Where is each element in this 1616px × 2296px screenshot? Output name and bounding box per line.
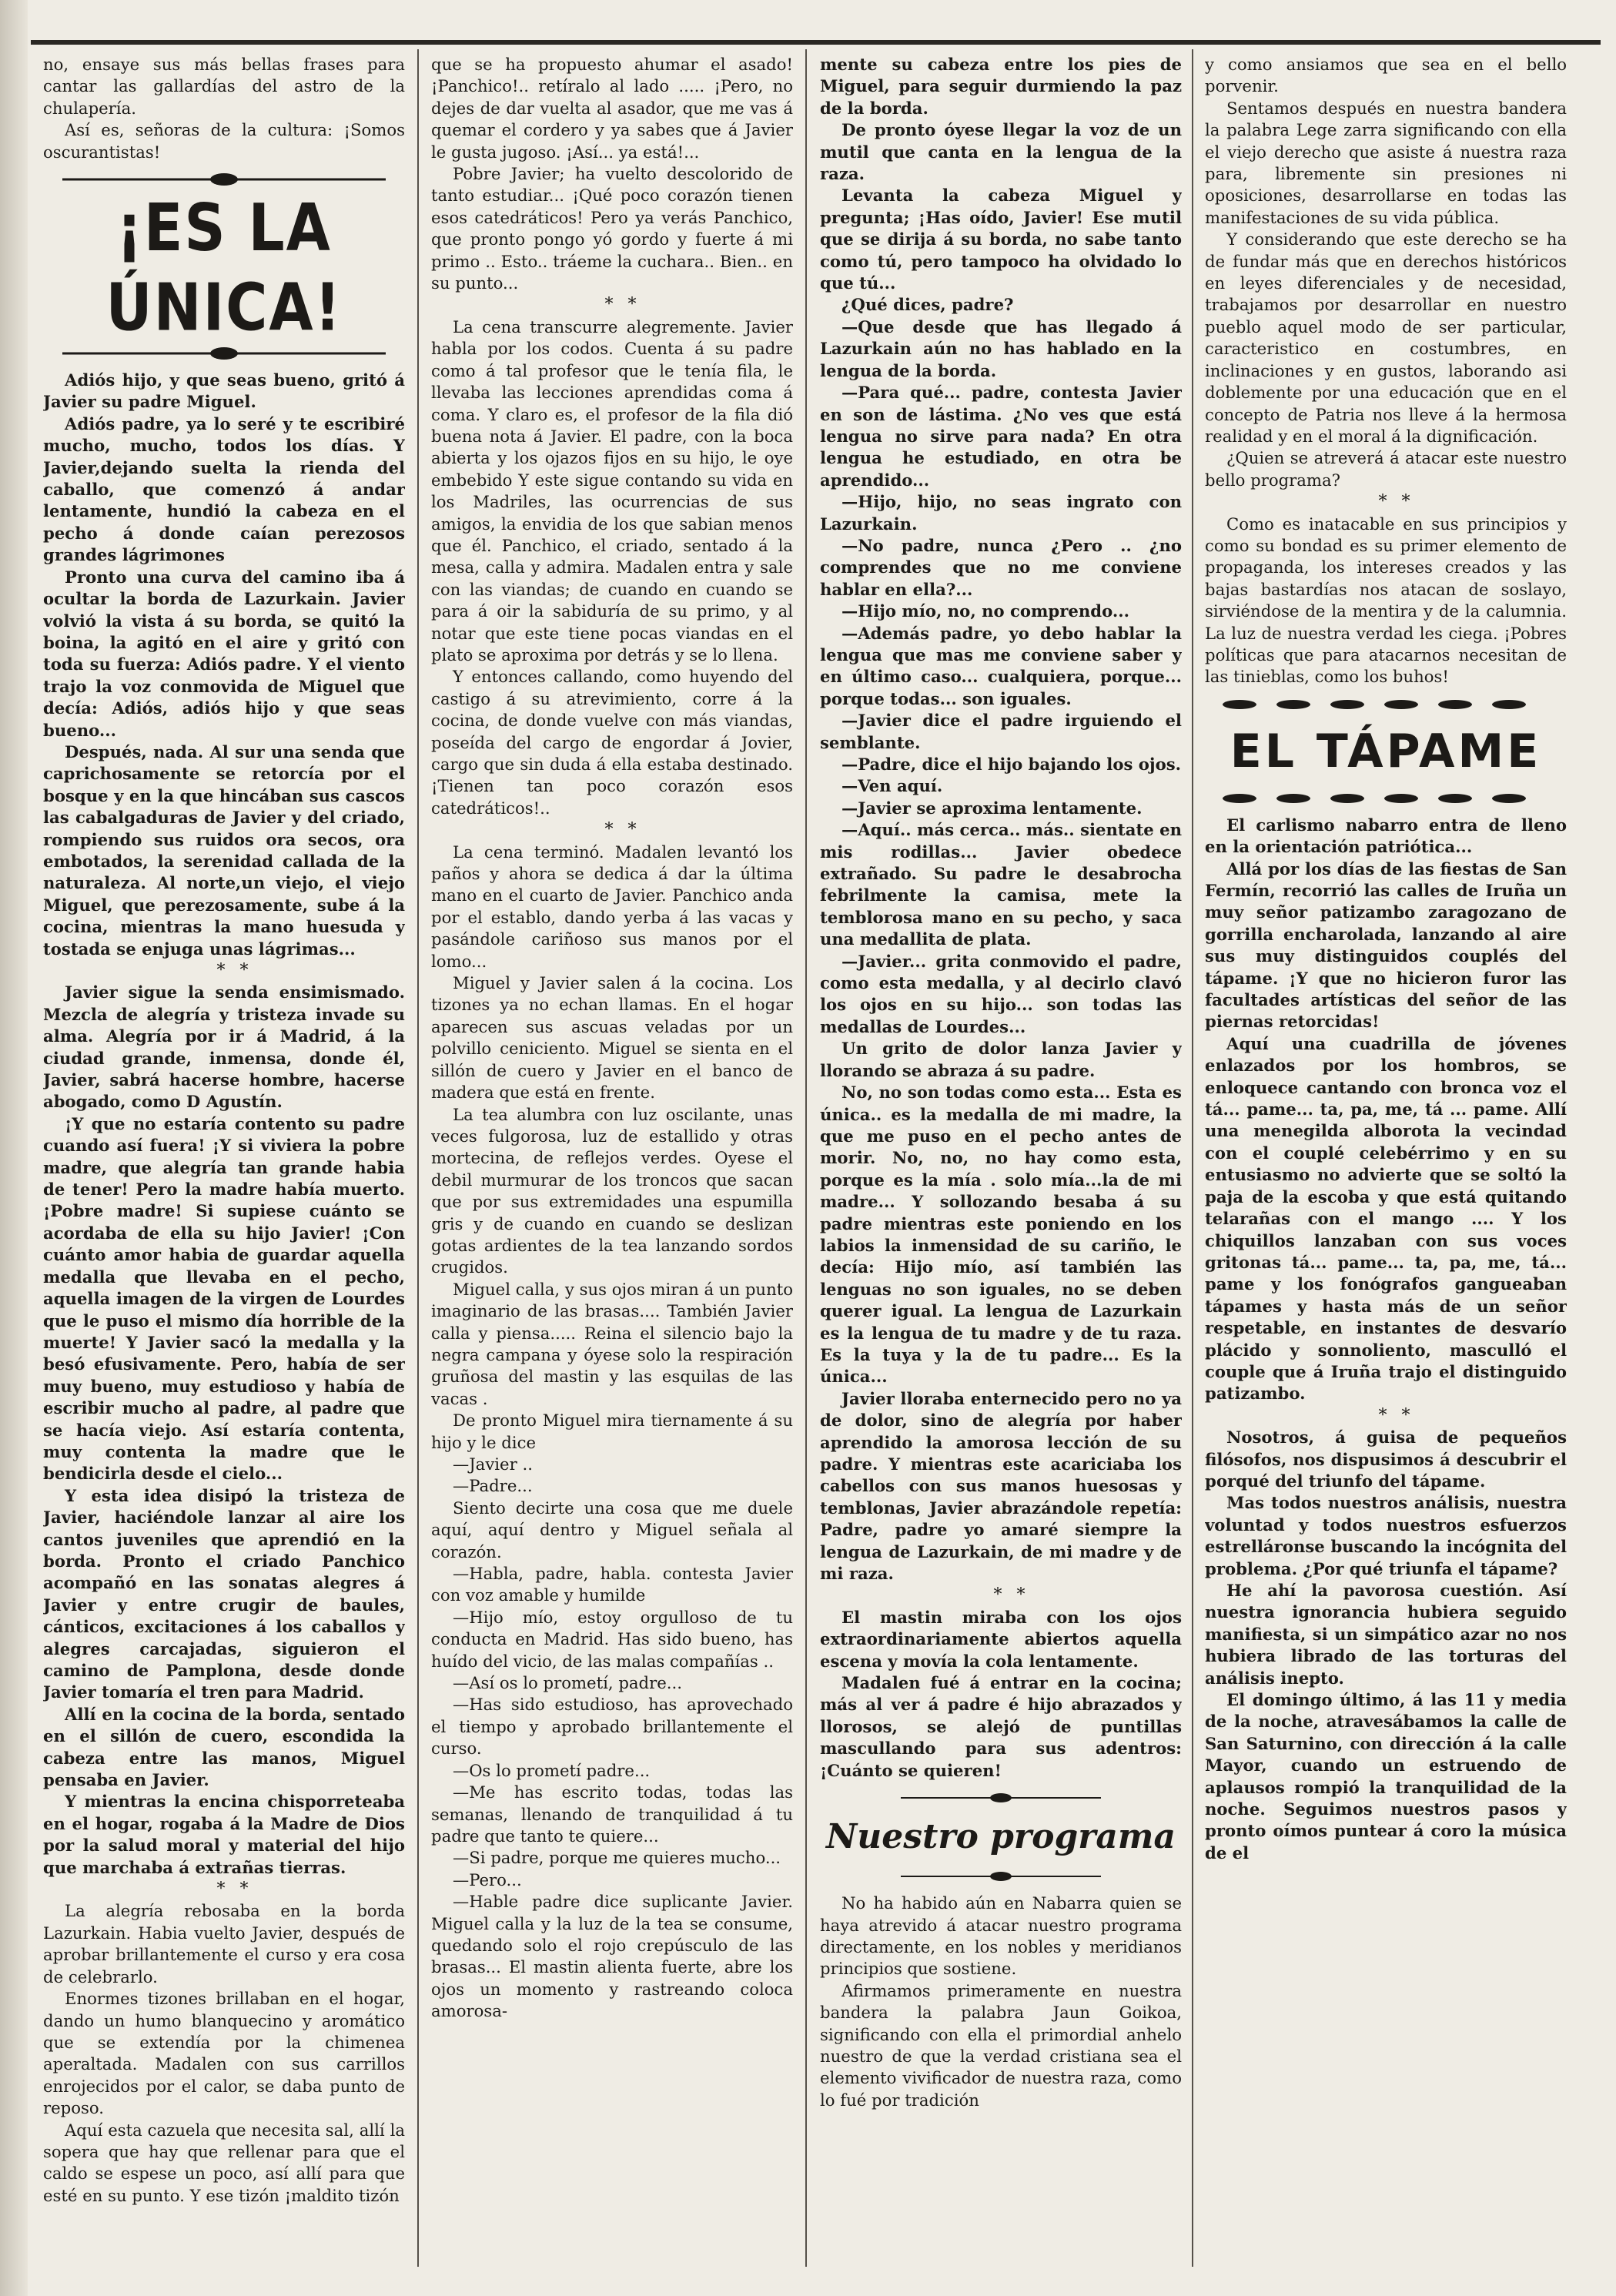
- paragraph: La cena transcurre alegremente. Javier habla por los codos. Cuenta á su padre como á tal profesor que le tenía fila, le llevaba las lecciones aprendidas coma á coma. Y claro es, el profesor de la fila dió buena nota á Javier. El padre, con la boca abierta y los ojazos fijos en su hijo, le oye embebido Y este sigue contando su vida en los Madriles, las ocurrencias de sus amigos, la envidia de los que sabian menos que él. Panchico, el criado, sentado á la mesa, calla y admira. Madalen entra y sale con las viandas; de cuando en cuando se para á oir la sabiduría de su primo, y al notar que este tiene pocas viandas en el plato se aproxima por detrás y se lo llena.: [431, 316, 793, 664]
- paragraph: Como es inatacable en sus principios y como su bondad es su primer elemento de propaganda, los intereses creados y las bajas bastardías nos atacan de soslayo, sirviéndose de la mentira y de la calumnia. La luz de nuestra verdad les ciega. ¡Pobres políticas que para atacarnos necesitan de las tinieblas, como los buhos!: [1205, 514, 1567, 687]
- paragraph: ¡Y que no estaría contento su padre cuando así fuera! ¡Y si viviera la pobre madre, que alegría tan grande habia de tener! Pero la madre había muerto. ¡Pobre madre! Si supiese cuánto se acordaba de ella su hijo Javier! ¡Con cuánto amor habia de guardar aquella medalla que llevaba en el pecho, aquella imagen de la virgen de Lourdes que le puso el mismo día horrible de la muerte! Y Javier sacó la medalla y la besó efusivamente. Pero, había de ser muy bueno, muy estudioso y había de escribir mucho al padre, al padre que se hacía viejo. Así estaría contenta, muy contenta la madre que le bendicirla desde el cielo...: [43, 1113, 405, 1484]
- paragraph: —Javier... grita conmovido el padre, como esta medalla, y al decirlo clavó los ojos en su hijo... son todas las medallas de Lourdes...: [820, 951, 1182, 1036]
- paragraph: —Hable padre dice suplicante Javier. Miguel calla y la luz de la tea se consume, quedando solo el rojo crepúsculo de las brasas... El mastin alienta fuerte, abre los ojos un momento y rastreando coloca amorosa-: [431, 1892, 793, 2021]
- paragraph: De pronto Miguel mira tiernamente á su hijo y le dice: [431, 1411, 793, 1452]
- paragraph: —Me has escrito todas, todas las semanas, llenando de tranquilidad á tu padre que tanto te quiere...: [431, 1782, 793, 1846]
- paragraph: De pronto óyese llegar la voz de un mutil que canta en la lengua de la raza.: [820, 120, 1182, 184]
- paragraph: Madalen fué á entrar en la cocina; más al ver á padre é hijo abrazados y llorosos, se alejó de puntillas mascullando para sus adentros: ¡Cuánto se quieren!: [820, 1673, 1182, 1780]
- column-divider: [805, 49, 807, 2267]
- paragraph: Adiós hijo, y que seas bueno, gritó á Javier su padre Miguel.: [43, 370, 405, 412]
- paragraph: Levanta la cabeza Miguel y pregunta; ¡Has oído, Javier! Ese mutil que se dirija á su borda, no sabe tanto como tú, pero tampoco ha olvidado lo que tú...: [820, 186, 1182, 293]
- column-2: [431, 54, 793, 2279]
- paragraph: —Javier ..: [453, 1454, 533, 1474]
- paragraph: No, no son todas como esta... Esta es única.. es la medalla de mi madre, la que me puso en el pecho antes de morir. No, no, no hay como esta, porque es la mía . solo mía...la de mi madre... Y sollozando besaba á su padre mientras este poniendo en los labios la inmensidad de su cariño, le decía: Hijo mío, así también las lenguas no son iguales, no se deben querer igual. La lengua de Lazurkain es la lengua de tu madre y de tu raza. Es la tuya y la de tu padre... Es la única...: [820, 1083, 1182, 1387]
- column-3: [820, 54, 1182, 2279]
- paragraph: —Aquí.. más cerca.. más.. sientate en mis rodillas... Javier obedece extrañado. Su padre le desabrocha febrilmente la camisa, mete la temblorosa mano en su pecho, y saca una medallita de plata.: [820, 820, 1182, 949]
- paragraph: ¿Quien se atreverá á atacar este nuestro bello programa?: [1205, 448, 1567, 490]
- column-4: [1205, 54, 1567, 2279]
- paragraph: Allí en la cocina de la borda, sentado en el sillón de cuero, escondida la cabeza entre las manos, Miguel pensaba en Javier.: [43, 1704, 405, 1790]
- paragraph: —Así os lo prometí, padre...: [453, 1673, 682, 1693]
- ornament-divider: [43, 171, 405, 188]
- section-stars: * *: [216, 1879, 253, 1899]
- paragraph: Aquí esta cazuela que necesita sal, allí la sopera que hay que rellenar para que el caldo se espese un poco, así allí para que esté en su punto. Y ese tizón ¡maldito tizón: [43, 2120, 405, 2205]
- paragraph: —Pero...: [453, 1869, 522, 1889]
- paragraph: Después, nada. Al sur una senda que caprichosamente se retorcía por el bosque y en la que hincában sus cascos las cabalgaduras de Javier y del criado, rompiendo sus ruidos ora secos, ora embotados, la serenidad callada de la naturaleza. Al norte,un viejo, el viejo Miguel, que perezosamente, sube á la cocina, mientras la mano huesuda y tostada se enjuga unas lágrimas...: [43, 741, 405, 959]
- ornament-divider: [43, 345, 405, 362]
- paragraph: —Hijo mío, no, no comprendo...: [841, 601, 1129, 621]
- column-divider: [1192, 49, 1193, 2267]
- paragraph: Pronto una curva del camino iba á ocultar la borda de Lazurkain. Javier volvió la vista á su borda, se quitó la boina, la agitó en el aire y gritó con toda su fuerza: Adiós padre. Y el viento trajo la voz conmovida de Miguel que decía: Adiós, adiós hijo y que seas bueno...: [43, 567, 405, 740]
- paragraph: No ha habido aún en Nabarra quien se haya atrevido á atacar nuestro programa directamente, en los nobles y meridianos principios que sostiene.: [820, 1893, 1182, 1979]
- paragraph: Adiós padre, ya lo seré y te escribiré mucho, mucho, todos los días. Y Javier,dejando suelta la rienda del caballo, que comenzó á andar lentamente, hundió la cabeza en el pecho á donde caían perezosos grandes lágrimones: [43, 413, 405, 565]
- top-rule: [31, 40, 1601, 45]
- paragraph: —Javier dice el padre irguiendo el semblante.: [820, 711, 1182, 752]
- paragraph: Enormes tizones brillaban en el hogar, dando un humo blanquecino y aromático que se extendía por la chimenea aperaltada. Madalen con sus carrillos enrojecidos por el calor, se daba punto de reposo.: [43, 1989, 405, 2118]
- paragraph: Javier lloraba enternecido pero no ya de dolor, sino de alegría por haber aprendido la amorosa lección de su padre. Y mientras este acariciaba los cabellos con sus manos huesosas y temblonas, Javier abrazándole repetía: Padre, padre yo amaré siempre la lengua de Lazurkain, de mi madre y de mi raza.: [820, 1388, 1182, 1584]
- column-1: [43, 54, 405, 2279]
- paragraph: Allá por los días de las fiestas de San Fermín, recorrió las calles de Iruña un muy señor patizambo zaragozano de gorrilla encharolada, lanzando al aire sus muy distinguidos couplés del tápame. ¡Y que no hicieron furor las facultades artísticas del señor de las piernas retorcidas!: [1205, 858, 1567, 1032]
- paragraph: —No padre, nunca ¿Pero .. ¿no comprendes que no me conviene hablar en ella?...: [820, 535, 1182, 599]
- paragraph: La alegría rebosaba en la borda Lazurkain. Habia vuelto Javier, después de aprobar brillantemente el curso y era cosa de celebrarlo.: [43, 1901, 405, 1986]
- paragraph: —Has sido estudioso, has aprovechado el tiempo y aprobado brillantemente el curso.: [431, 1695, 793, 1759]
- paragraph: —Habla, padre, habla. contesta Javier con voz amable y humilde: [431, 1564, 793, 1605]
- paragraph: Un grito de dolor lanza Javier y llorando se abraza á su padre.: [820, 1039, 1182, 1080]
- paragraph: y como ansiamos que sea en el bello porvenir.: [1205, 55, 1567, 96]
- paragraph: Y considerando que este derecho se ha de fundar más que en derechos históricos en leyes diferenciales y de necesidad, trabajamos por desarrollar en nuestro pueblo aquel modo de ser particular, caracteristico en costumbres, en inclinaciones y en gustos, laborando asi doblemente por una educación que en el concepto de Patria nos lleve á la hermosa realidad y en el moral á la dignificación.: [1205, 229, 1567, 446]
- ornament-divider: [820, 1868, 1182, 1885]
- paragraph: —Para qué... padre, contesta Javier en son de lástima. ¿No ves que está lengua no sirve para nada? En otra lengua he estudiado, en otra be aprendido...: [820, 383, 1182, 490]
- section-stars: * *: [1378, 492, 1415, 512]
- section-stars: * *: [604, 820, 641, 840]
- paragraph: Javier sigue la senda ensimismado. Mezcla de alegría y tristeza invade su alma. Alegría por ir á Madrid, á la ciudad grande, inmensa, donde él, Javier, sabrá hacerse hombre, hacerse abogado, como D Agustín.: [43, 982, 405, 1112]
- paragraph: La tea alumbra con luz oscilante, unas veces fulgorosa, luz de estallido y otras mortecina, de reflejos verdes. Oyese el debil murmurar de los troncos que sacan que por sus extremidades una espumilla gris y de cuando en cuando se deslizan gotas ardientes de la tea lanzando sordos crugidos.: [431, 1104, 793, 1277]
- paragraph: El carlismo nabarro entra de lleno en la orientación patriótica...: [1205, 815, 1567, 857]
- paragraph: que se ha propuesto ahumar el asado! ¡Panchico!.. retíralo al lado ..... ¡Pero, no dejes de dar vuelta al asador, que me vas á quemar el cordero y ya sabes que á Javier le gusta jugoso. ¡Así... ya está!...: [431, 55, 793, 162]
- ornament-divider: [1205, 696, 1567, 713]
- paragraph: El mastin miraba con los ojos extraordinariamente abiertos aquella escena y movía la cola lentamente.: [820, 1607, 1182, 1671]
- paragraph: —Además padre, yo debo hablar la lengua que mas me conviene saber y en último caso... cualquiera, porque... porque todas... son iguales.: [820, 623, 1182, 708]
- page-gutter: [0, 0, 28, 2296]
- paragraph: Sentamos después en nuestra bandera la palabra Lege zarra significando con ella el viejo derecho que asiste á nuestra raza para, libremente sin presiones ni oposiciones, desarrollarse en todas las manifestaciones de su vida pública.: [1205, 98, 1567, 227]
- paragraph: Siento decirte una cosa que me duele aquí, aquí dentro y Miguel señala al corazón.: [431, 1498, 793, 1561]
- column-divider: [417, 49, 419, 2267]
- paragraph: Así es, señoras de la cultura: ¡Somos oscurantistas!: [43, 120, 405, 162]
- headline-el-tapame: EL TÁPAME: [1230, 724, 1542, 778]
- paragraph: La cena terminó. Madalen levantó los paños y ahora se dedica á dar la última mano en el cuarto de Javier. Panchico anda por el establo, dando yerba á las vacas y pasándole cariñoso sus manos por el lomo...: [431, 842, 793, 971]
- paragraph: —Hijo, hijo, no seas ingrato con Lazurkain.: [820, 492, 1182, 534]
- paragraph: Y entonces callando, como huyendo del castigo á su atrevimiento, corre á la cocina, de donde vuelve con más viandas, poseída del cargo de engordar á Jovier, cargo que sin duda á ella estaba destinado. ¡Tienen tan poco corazón esos catedráticos!..: [431, 667, 793, 818]
- section-stars: * *: [1378, 1405, 1415, 1425]
- paragraph: —Que desde que has llegado á Lazurkain aún no has hablado en la lengua de la borda.: [820, 316, 1182, 380]
- paragraph: Afirmamos primeramente en nuestra bandera la palabra Jaun Goikoa, significando con ella el primordial anhelo nuestro de que la verdad cristiana sea el elemento vivificador de nuestra raza, como lo fué por tradición: [820, 1980, 1182, 2110]
- paragraph: —Hijo mío, estoy orgulloso de tu conducta en Madrid. Has sido bueno, has huído del vicio, de las malas compañías ..: [431, 1607, 793, 1671]
- paragraph: —Javier se aproxima lentamente.: [841, 798, 1143, 818]
- paragraph: —Si padre, porque me quieres mucho...: [453, 1848, 781, 1868]
- paragraph: Nosotros, á guisa de pequeños filósofos, nos dispusimos á descubrir el porqué del triunfo del tápame.: [1205, 1427, 1567, 1491]
- paragraph: Y mientras la encina chisporreteaba en el hogar, rogaba á la Madre de Dios por la salud moral y material del hijo que marchaba á extrañas tierras.: [43, 1792, 405, 1877]
- paragraph: El domingo último, á las 11 y media de la noche, atravesábamos la calle de San Saturnino, con dirección á la calle Mayor, cuando un estruendo de aplausos rompió la tranquilidad de la noche. Seguimos nuestros pasos y pronto oímos puntear á coro la música de el: [1205, 1690, 1567, 1863]
- paragraph: —Padre...: [453, 1476, 533, 1496]
- ornament-divider: [820, 1789, 1182, 1806]
- section-stars: * *: [216, 961, 253, 980]
- paragraph: Pobre Javier; ha vuelto descolorido de tanto estudiar... ¡Qué poco corazón tienen esos catedráticos! Pero ya verás Panchico, que pronto pongo yó gordo y fuerte á mi primo .. Esto.. tráeme la cuchara.. Bien.. en su punto...: [431, 164, 793, 293]
- paragraph: Mas todos nuestros análisis, nuestra voluntad y todos nuestros esfuerzos estrelláronse buscando la incógnita del problema. ¿Por qué triunfa el tápame?: [1205, 1493, 1567, 1578]
- paragraph: ¿Qué dices, padre?: [841, 295, 1014, 315]
- paragraph: —Os lo prometí padre...: [453, 1760, 651, 1780]
- section-stars: * *: [604, 295, 641, 315]
- paragraph: mente su cabeza entre los pies de Miguel, para seguir durmiendo la paz de la borda.: [820, 55, 1182, 118]
- section-title-nuestro-programa: Nuestro programa: [826, 1817, 1176, 1857]
- paragraph: He ahí la pavorosa cuestión. Así nuestra ignorancia hubiera seguido manifiesta, si un simpático azar no nos hubiera librado de las torturas del análisis inepto.: [1205, 1581, 1567, 1688]
- ornament-divider: [1205, 790, 1567, 807]
- headline-es-la-unica: ¡ES LA ÚNICA!: [105, 189, 343, 346]
- paragraph: Y esta idea disipó la tristeza de Javier, haciéndole lanzar al aire los cantos juveniles que aprendió en la borda. Pronto el criado Panchico acompañó en las sonatas alegres á Javier y entre crugir de baules, cánticos, excitaciones á los caballos y alegres carcajadas, siguieron el camino de Pamplona, desde donde Javier tomaría el tren para Madrid.: [43, 1485, 405, 1702]
- paragraph: Miguel y Javier salen á la cocina. Los tizones ya no echan llamas. En el hogar aparecen sus ascuas veladas por un polvillo ceniciento. Miguel se sienta en el sillón de cuero y Javier en el banco de madera que está en frente.: [431, 973, 793, 1103]
- section-stars: * *: [993, 1585, 1030, 1605]
- paragraph: no, ensaye sus más bellas frases para cantar las gallardías del astro de la chulapería.: [43, 55, 405, 118]
- paragraph: —Padre, dice el hijo bajando los ojos.: [841, 755, 1182, 774]
- paragraph: Aquí una cuadrilla de jóvenes enlazados por los hombros, se enloquece cantando con bronca voz el tá... pame... ta, pa, me, tá ... pame. Allí una menegilda alborota la vecindad con el couplé celebérrimo y en su entusiasmo no advierte que se soltó la paja de la escoba y que está quitando telarañas con el mango .... Y los chiquillos lanzaban con sus voces gritonas tá... pame... ta, pa, me, tá... pame y los fonógrafos gangueaban tápames y hasta más de un señor respetable, en instantes de desvarío plácido y sonnoliento, masculló el couple que á Iruña trajo el distinguido patizambo.: [1205, 1033, 1567, 1404]
- paragraph: —Ven aquí.: [841, 776, 943, 796]
- paragraph: Miguel calla, y sus ojos miran á un punto imaginario de las brasas.... También Javier calla y piensa..... Reina el silencio bajo la negra campana y óyese solo la respiración gruñosa del mastin y las esquilas de las vacas .: [431, 1279, 793, 1408]
